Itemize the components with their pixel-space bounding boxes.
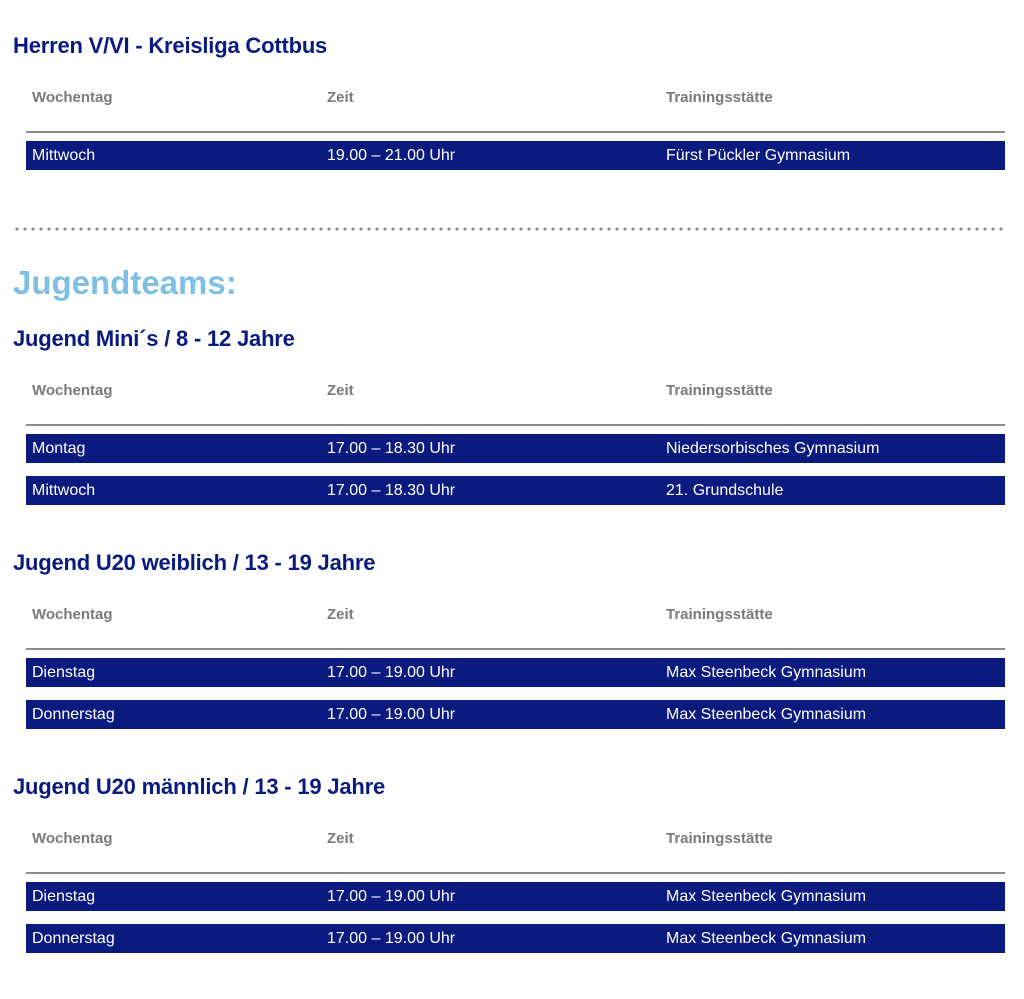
schedule-table-u20-weiblich	[26, 605, 1005, 723]
row-venue: Max Steenbeck Gymnasium	[666, 664, 867, 681]
table-row	[26, 882, 1005, 911]
header-zeit: Zeit	[327, 382, 354, 399]
header-zeit: Zeit	[327, 89, 354, 106]
team-title-herren: Herren V/VI - Kreisliga Cottbus	[13, 33, 328, 58]
row-time: 17.00 – 19.00 Uhr	[327, 888, 456, 905]
row-venue: Fürst Pückler Gymnasium	[666, 147, 851, 164]
table-header	[26, 88, 1005, 128]
schedule-table-herren	[26, 88, 1005, 164]
table-row	[26, 700, 1005, 729]
header-divider	[26, 872, 1005, 874]
header-divider	[26, 424, 1005, 426]
header-trainingsstaette: Trainingsstätte	[666, 89, 773, 106]
row-venue: Max Steenbeck Gymnasium	[666, 930, 867, 947]
table-row	[26, 924, 1005, 953]
schedule-table-u20-maennlich	[26, 829, 1005, 947]
row-venue: Niedersorbisches Gymnasium	[666, 440, 880, 457]
row-time: 17.00 – 19.00 Uhr	[327, 706, 456, 723]
row-day: Dienstag	[32, 888, 96, 905]
header-wochentag: Wochentag	[32, 382, 113, 399]
team-title-u20-maennlich: Jugend U20 männlich / 13 - 19 Jahre	[13, 774, 386, 799]
table-header	[26, 605, 1005, 645]
row-time: 17.00 – 18.30 Uhr	[327, 440, 456, 457]
table-header	[26, 829, 1005, 869]
header-trainingsstaette: Trainingsstätte	[666, 606, 773, 623]
header-trainingsstaette: Trainingsstätte	[666, 382, 773, 399]
row-day: Dienstag	[32, 664, 96, 681]
schedule-table-minis	[26, 381, 1005, 499]
row-venue: Max Steenbeck Gymnasium	[666, 706, 867, 723]
row-day: Montag	[32, 440, 86, 457]
row-day: Donnerstag	[32, 930, 115, 947]
section-title-jugendteams: Jugendteams:	[13, 264, 237, 301]
row-day: Mittwoch	[32, 147, 96, 164]
table-row	[26, 434, 1005, 463]
header-zeit: Zeit	[327, 830, 354, 847]
row-venue: Max Steenbeck Gymnasium	[666, 888, 867, 905]
table-row	[26, 141, 1005, 170]
row-time: 17.00 – 19.00 Uhr	[327, 664, 456, 681]
row-day: Mittwoch	[32, 482, 96, 499]
team-title-minis: Jugend Mini´s / 8 - 12 Jahre	[13, 326, 295, 351]
row-time: 19.00 – 21.00 Uhr	[327, 147, 456, 164]
header-wochentag: Wochentag	[32, 89, 113, 106]
row-venue: 21. Grundschule	[666, 482, 784, 499]
dotted-separator	[13, 227, 1003, 231]
row-time: 17.00 – 19.00 Uhr	[327, 930, 456, 947]
header-divider	[26, 648, 1005, 650]
header-wochentag: Wochentag	[32, 830, 113, 847]
table-row	[26, 476, 1005, 505]
row-time: 17.00 – 18.30 Uhr	[327, 482, 456, 499]
header-wochentag: Wochentag	[32, 606, 113, 623]
table-header	[26, 381, 1005, 421]
row-day: Donnerstag	[32, 706, 115, 723]
header-zeit: Zeit	[327, 606, 354, 623]
table-row	[26, 658, 1005, 687]
header-trainingsstaette: Trainingsstätte	[666, 830, 773, 847]
team-title-u20-weiblich: Jugend U20 weiblich / 13 - 19 Jahre	[13, 550, 376, 575]
header-divider	[26, 131, 1005, 133]
